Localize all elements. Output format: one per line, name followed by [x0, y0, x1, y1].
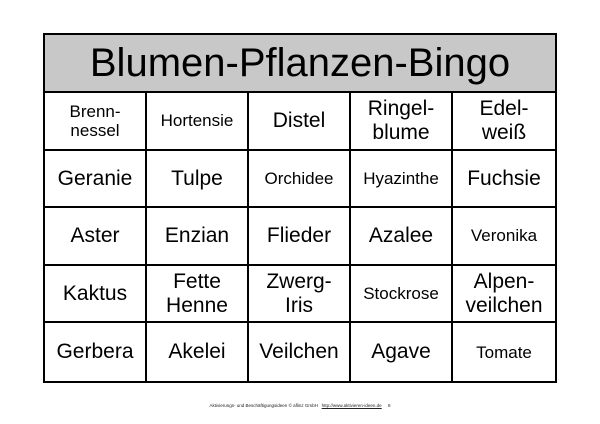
bingo-cell: Gerbera: [45, 323, 147, 381]
bingo-cell: Kaktus: [45, 266, 147, 324]
bingo-cell: Flieder: [249, 208, 351, 266]
bingo-cell: Agave: [351, 323, 453, 381]
footer-copyright: Aktivierungs- und Beschäftigungsideen © aflinz GmbH: [209, 403, 318, 408]
bingo-cell: Alpen- veilchen: [453, 266, 555, 324]
bingo-cell: Ringel- blume: [351, 93, 453, 151]
bingo-cell: Geranie: [45, 151, 147, 209]
bingo-cell: Zwerg- Iris: [249, 266, 351, 324]
bingo-cell: Hortensie: [147, 93, 249, 151]
bingo-card: [43, 33, 557, 383]
bingo-cell: Azalee: [351, 208, 453, 266]
bingo-cell: Stockrose: [351, 266, 453, 324]
bingo-cell: Fuchsie: [453, 151, 555, 209]
bingo-title: Blumen-Pflanzen-Bingo: [45, 35, 555, 93]
bingo-cell: Veronika: [453, 208, 555, 266]
bingo-cell: Aster: [45, 208, 147, 266]
bingo-cell: Veilchen: [249, 323, 351, 381]
bingo-cell: Fette Henne: [147, 266, 249, 324]
bingo-cell: Distel: [249, 93, 351, 151]
bingo-cell: Tomate: [476, 342, 532, 362]
bingo-cell: Edel- weiß: [453, 93, 555, 151]
bingo-cell: Tulpe: [147, 151, 249, 209]
bingo-cell: Enzian: [147, 208, 249, 266]
footer-page-number: 8: [387, 403, 391, 408]
bingo-cell: Hyazinthe: [351, 151, 453, 209]
bingo-cell: Brenn- nessel: [45, 93, 147, 151]
footer-url-link[interactable]: http://www.aktivieren-ideen.de: [321, 403, 382, 408]
bingo-cell: Orchidee: [249, 151, 351, 209]
page-footer: [0, 404, 600, 409]
bingo-cell: Akelei: [147, 323, 249, 381]
bingo-grid: [45, 93, 555, 381]
